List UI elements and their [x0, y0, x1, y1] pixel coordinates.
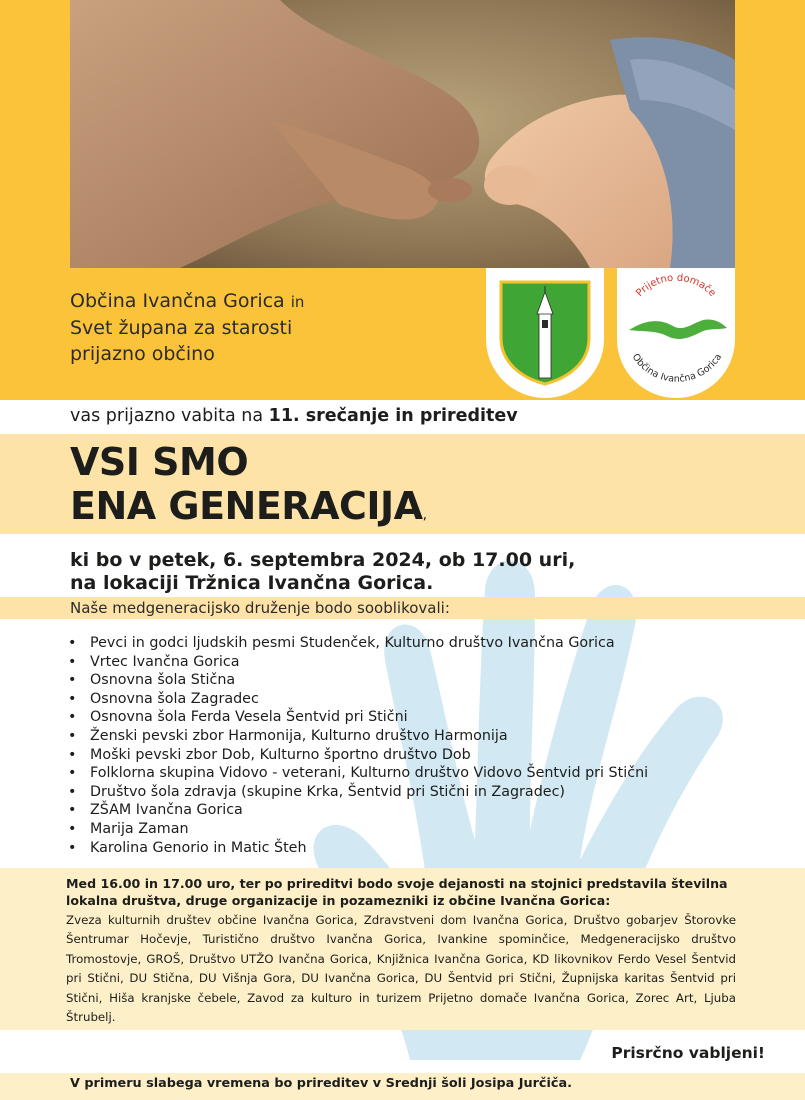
when-line-1: ki bo v petek, 6. septembra 2024, ob 17.00 uri,: [70, 549, 576, 571]
when-line-2: na lokaciji Tržnica Ivančna Gorica.: [70, 572, 434, 594]
hands-photo: [70, 0, 735, 268]
logo-top-text: Prijetno domače: [634, 272, 718, 300]
list-item: • ZŠAM Ivančna Gorica: [68, 802, 243, 819]
list-item: • Ženski pevski zbor Harmonija, Kulturno društvo Harmonija: [68, 727, 508, 744]
hands-photo-image: [70, 0, 735, 268]
bullet-icon: •: [68, 727, 77, 744]
bullet-icon: •: [68, 746, 77, 763]
title-comma: ,: [422, 507, 427, 523]
invite-prefix: vas prijazno vabita na: [70, 406, 264, 426]
org-in: in: [290, 293, 305, 311]
list-item: • Pevci in godci ljudskih pesmi Studenček, Kulturno društvo Ivančna Gorica: [68, 635, 615, 651]
bullet-icon: •: [68, 672, 77, 689]
bullet-icon: •: [68, 765, 77, 782]
list-item: • Osnovna šola Zagradec: [68, 690, 259, 707]
list-item: • Moški pevski zbor Dob, Kulturno športno društvo Dob: [68, 746, 471, 763]
list-item: • Osnovna šola Stična: [68, 672, 236, 689]
bullet-icon: •: [68, 709, 77, 726]
org-line-2: Svet župana za starosti: [70, 317, 293, 339]
list-item: • Vrtec Ivančna Gorica: [68, 653, 240, 670]
exhibitors-intro: Med 16.00 in 17.00 uro, ter po prireditvi bodo svoje dejanosti na stojnici predstavila številna lokalna društva, druge organizacije in pozamezniki iz občine Ivančna Gorica:: [66, 876, 728, 908]
coat-of-arms-badge: [486, 268, 604, 398]
invitation-line: [70, 406, 518, 426]
bullet-icon: •: [68, 690, 77, 707]
title-line-2: ENA GENERACIJA: [70, 484, 423, 528]
exhibitors-list: Zveza kulturnih društev občine Ivančna Gorica, Zdravstveni dom Ivančna Gorica, Društvo gobarjev Štorovke Šentrumar Hočevje, Turistično društvo Ivančna Gorica, Ivankine spominčice, Medgeneracijsko društvo Tromostovje, GROŠ, Društvo UTŽO Ivančna Gorica, Knjižnica Ivančna Gorica, KD likovnikov Ferdo Vesel Šentvid pri Stični, DU Stična, DU Višnja Gora, DU Ivančna Gorica, DU Šentvid pri Stični, Župnijska karitas Šentvid pri Stični, Hiša kranjske čebele, Zavod za kulturo in turizem Prijetno domače Ivančna Gorica, Zorec Art, Ljuba Štrubelj.: [66, 913, 736, 1025]
org-line-1: Občina Ivančna Gorica: [70, 290, 285, 312]
list-item: • Karolina Genorio in Matic Šteh: [68, 839, 307, 856]
title-line-1: VSI SMO: [70, 440, 249, 484]
bullet-icon: •: [68, 802, 77, 819]
org-line-3: prijazno občino: [70, 343, 215, 365]
organizers-text: [70, 288, 470, 367]
bad-weather-note: V primeru slabega vremena bo prireditev v Srednji šoli Josipa Jurčiča.: [70, 1076, 572, 1091]
coat-of-arms-icon: [486, 268, 604, 398]
bullet-icon: •: [68, 820, 77, 837]
event-time-location: [70, 549, 575, 595]
bullet-icon: •: [68, 653, 77, 670]
prijetno-domace-logo: [617, 268, 735, 398]
prijetno-domace-badge: [617, 268, 735, 398]
invite-highlight: 11. srečanje in prireditev: [268, 406, 518, 426]
event-title: [70, 440, 427, 537]
list-item: • Društvo šola zdravja (skupine Krka, Šentvid pri Stični in Zagradec): [68, 783, 566, 800]
logo-bottom-text: Občina Ivančna Gorica: [629, 351, 725, 385]
performers-list: [68, 634, 648, 857]
performers-subtitle: Naše medgeneracijsko druženje bodo sooblikovali:: [70, 599, 450, 617]
list-item: • Marija Zaman: [68, 820, 189, 837]
welcome-text: Prisrčno vabljeni!: [611, 1044, 765, 1062]
bullet-icon: •: [68, 783, 77, 800]
list-item: • Osnovna šola Ferda Vesela Šentvid pri Stični: [68, 709, 408, 726]
bullet-icon: •: [68, 635, 77, 651]
bullet-icon: •: [68, 839, 77, 856]
list-item: • Folklorna skupina Vidovo - veterani, Kulturno društvo Vidovo Šentvid pri Stični: [68, 765, 649, 782]
